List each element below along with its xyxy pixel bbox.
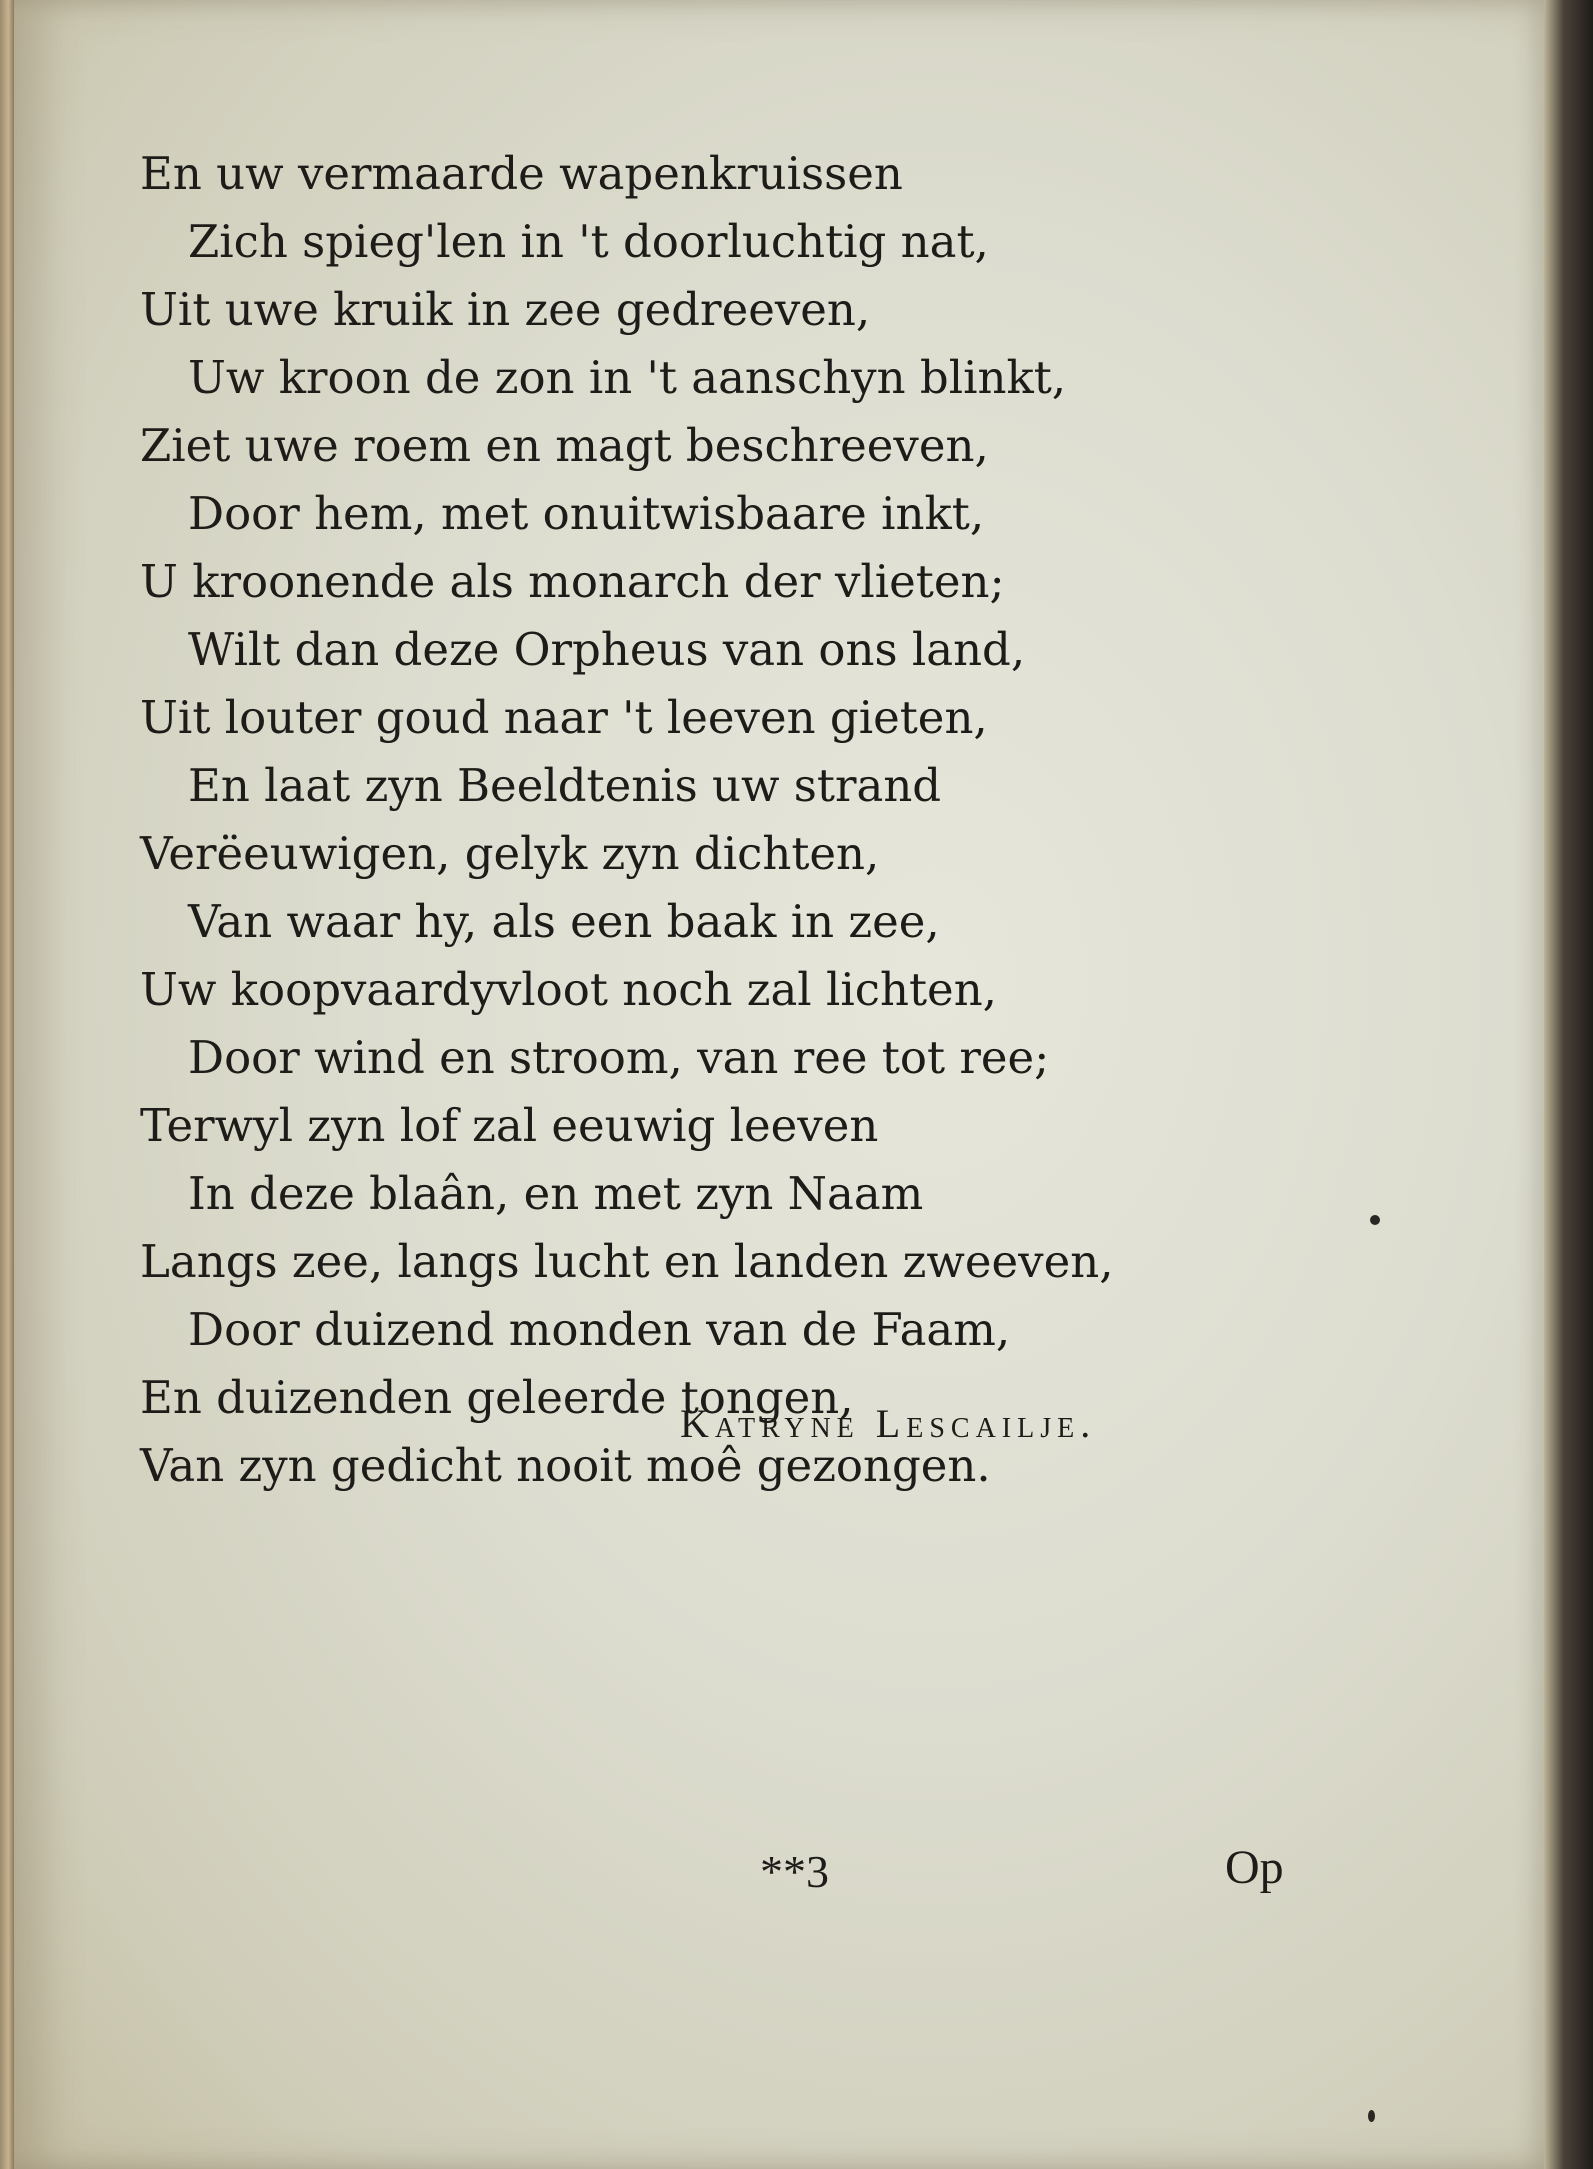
poem-line: En laat zyn Beeldtenis uw strand: [188, 759, 942, 812]
poem-line: Uw koopvaardyvloot noch zal lichten,: [140, 963, 997, 1016]
poem-line: En uw vermaarde wapenkruissen: [140, 147, 903, 200]
poem-line: Door duizend monden van de Faam,: [188, 1303, 1011, 1356]
author-signature: Katryne Lescailje.: [680, 1401, 1097, 1446]
signature-mark: **3: [760, 1846, 829, 1897]
poem-line: U kroonende als monarch der vlieten;: [140, 555, 1005, 608]
poem-line: Door hem, met onuitwisbaare inkt,: [188, 487, 985, 540]
poem-line: Uit louter goud naar 't leeven gieten,: [140, 691, 988, 744]
catchword: Op: [1225, 1841, 1284, 1894]
poem-line: Van waar hy, als een baak in zee,: [188, 895, 940, 948]
poem-line: Uit uwe kruik in zee gedreeven,: [140, 283, 871, 336]
poem-line: In deze blaân, en met zyn Naam: [188, 1167, 924, 1220]
page-right-edge: [1544, 0, 1593, 2169]
poem-line: Terwyl zyn lof zal eeuwig leeven: [140, 1099, 879, 1152]
poem-line: Uw kroon de zon in 't aanschyn blinkt,: [188, 351, 1067, 404]
poem-line: Verëeuwigen, gelyk zyn dichten,: [140, 827, 880, 880]
poem-line: Door wind en stroom, van ree tot ree;: [188, 1031, 1050, 1084]
previous-page-edge: [0, 0, 14, 2169]
paper-speck: [1370, 1215, 1380, 1225]
paper-speck: [1368, 2110, 1375, 2122]
poem-line: Wilt dan deze Orpheus van ons land,: [188, 623, 1026, 676]
poem-line: Zich spieg'len in 't doorluchtig nat,: [188, 215, 989, 268]
poem-line: Langs zee, langs lucht en landen zweeven,: [140, 1235, 1114, 1288]
poem-line: Van zyn gedicht nooit moê gezongen.: [140, 1439, 991, 1492]
poem-line: Ziet uwe roem en magt beschreeven,: [140, 419, 989, 472]
poem-text: [140, 140, 1340, 1500]
poem-line: En duizenden geleerde tongen,: [140, 1371, 854, 1424]
